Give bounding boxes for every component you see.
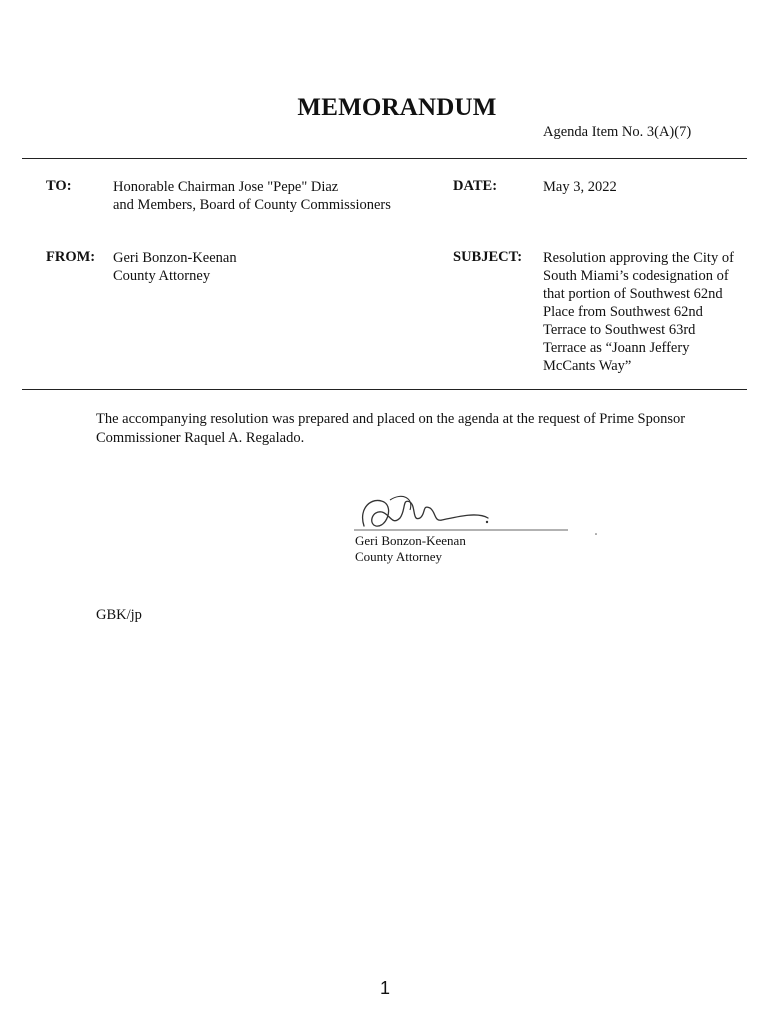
from-line-1: Geri Bonzon-Keenan (113, 250, 237, 266)
body-line-2: Commissioner Raquel A. Regalado. (96, 430, 305, 446)
subject-label: SUBJECT: (453, 249, 523, 265)
top-divider (22, 158, 747, 159)
to-line-1: Honorable Chairman Jose "Pepe" Diaz (113, 179, 339, 195)
date-label: DATE: (453, 178, 498, 194)
signer-title: County Attorney (355, 549, 443, 564)
signer-name: Geri Bonzon-Keenan (355, 533, 466, 548)
to-line-2: and Members, Board of County Commissioners (113, 197, 391, 213)
agenda-item-number: Agenda Item No. 3(A)(7) (543, 124, 692, 140)
to-label: TO: (46, 178, 72, 194)
from-sender (113, 249, 237, 285)
to-recipient (113, 178, 391, 214)
body-line-1: The accompanying resolution was prepared and placed on the agenda at the request of Prime Sponsor (96, 411, 686, 427)
page-number: 1 (379, 978, 390, 998)
date-value: May 3, 2022 (543, 179, 617, 195)
subject-line-6: Terrace as “Joann Jeffery (543, 340, 690, 356)
subject-line-1: Resolution approving the City of (543, 250, 734, 266)
bottom-divider (22, 389, 747, 390)
from-line-2: County Attorney (113, 268, 211, 284)
memo-title: MEMORANDUM (297, 94, 497, 121)
subject-line-4: Place from Southwest 62nd (543, 304, 703, 320)
subject-line-5: Terrace to Southwest 63rd (543, 322, 696, 338)
typist-initials: GBK/jp (96, 607, 142, 623)
from-label: FROM: (46, 249, 96, 265)
subject-line-7: McCants Way” (543, 358, 632, 374)
memo-body (96, 410, 736, 448)
subject-line-3: that portion of Southwest 62nd (543, 286, 723, 302)
subject-line-2: South Miami’s codesignation of (543, 268, 729, 284)
signature-block (355, 533, 466, 565)
subject-text (543, 249, 734, 375)
